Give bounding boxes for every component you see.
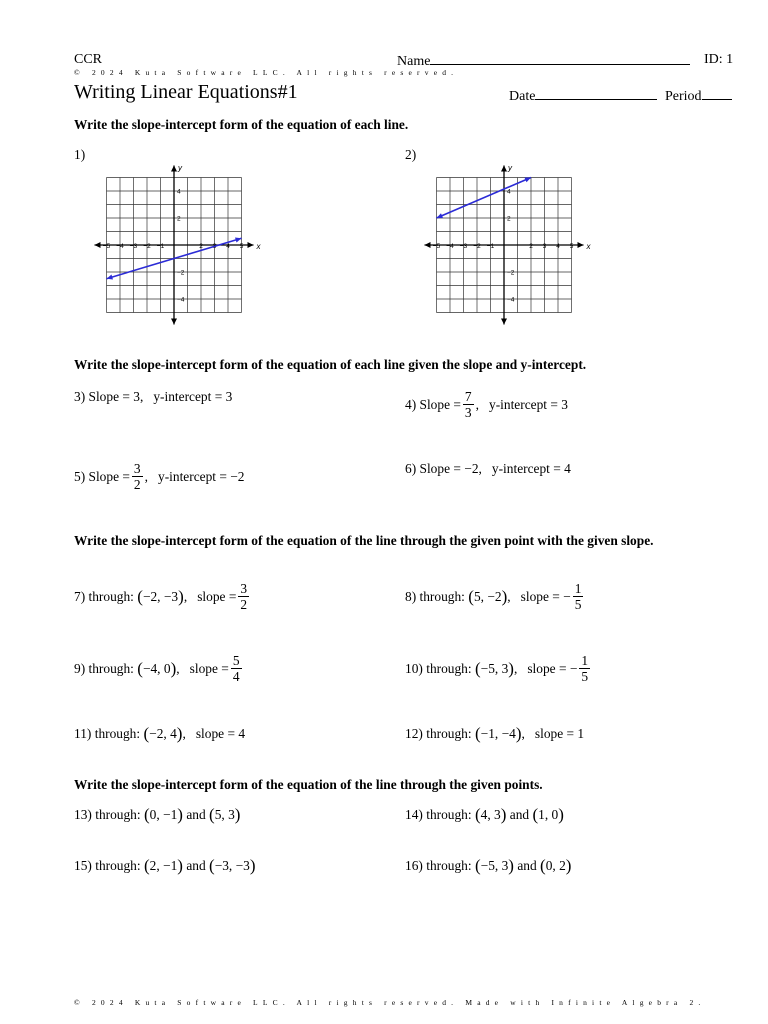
problem-14-and: and <box>509 807 530 822</box>
problem-10-point: −5, 3 <box>480 660 509 676</box>
problem-4 <box>405 389 568 421</box>
paren-close: ) <box>249 856 256 875</box>
problem-7-mid: , slope = <box>183 588 237 604</box>
x-tick-label: 2 <box>199 243 203 250</box>
paren-close: ) <box>177 805 183 824</box>
problem-11-number: 11) <box>74 726 92 741</box>
paren-open: ( <box>209 805 215 824</box>
section-instruction-two-points: Write the slope-intercept form of the equation of the line through the given points. <box>74 777 543 792</box>
problem-5-number: 5) <box>74 468 86 484</box>
fraction-denominator: 4 <box>232 669 240 685</box>
paren-close: ) <box>508 658 514 678</box>
section-instruction-graph: Write the slope-intercept form of the equation of each line. <box>74 117 409 132</box>
fraction-denominator: 3 <box>464 405 472 421</box>
problem-16-point-b: 0, 2 <box>545 858 566 873</box>
footer-copyright: © 2024 Kuta Software LLC. All rights reserved. Made with Infinite Algebra 2. <box>74 998 706 1007</box>
problem-number-1: 1) <box>74 147 86 162</box>
problem-16-number: 16) <box>405 858 423 873</box>
problem-5-fraction <box>132 461 143 493</box>
problem-16 <box>405 856 571 876</box>
x-axis-arrow-left <box>95 242 101 248</box>
y-axis-arrow-down <box>501 319 507 325</box>
problem-8-mid: , slope = − <box>507 588 571 604</box>
y-tick-label: 4 <box>177 188 181 196</box>
problem-16-pre: through: <box>426 858 472 873</box>
name-label: Name <box>397 54 431 69</box>
x-tick-label: −3 <box>459 243 468 250</box>
y-tick-label: 2 <box>177 215 181 223</box>
problem-15-number: 15) <box>74 858 92 873</box>
problem-9-pre: through: <box>88 660 134 676</box>
paren-open: ( <box>474 856 481 875</box>
fraction-numerator: 5 <box>232 653 240 668</box>
problem-number-2: 2) <box>405 147 417 162</box>
fraction-numerator: 1 <box>574 581 582 596</box>
fraction-numerator: 1 <box>581 653 589 668</box>
paren-close: ) <box>558 805 564 824</box>
section-instruction-point-slope: Write the slope-intercept form of the equation of the line through the given point with the given slope. <box>74 533 654 548</box>
problem-13-point-a: 0, −1 <box>149 807 178 822</box>
graph-problem-1 <box>90 155 260 329</box>
problem-11-point: −2, 4 <box>149 726 177 741</box>
paren-open: ( <box>209 856 215 875</box>
fraction-numerator: 3 <box>240 581 248 596</box>
name-blank[interactable] <box>430 52 690 65</box>
paren-close: ) <box>176 724 183 743</box>
paren-close: ) <box>501 586 508 606</box>
course-label: CCR <box>74 52 103 67</box>
x-axis-arrow-left <box>425 242 431 248</box>
problem-10-pre: through: <box>426 660 472 676</box>
x-axis-arrow-right <box>248 242 254 248</box>
problem-13 <box>74 805 240 825</box>
problem-14-number: 14) <box>405 807 423 822</box>
problem-14 <box>405 805 564 825</box>
period-field[interactable] <box>665 87 732 105</box>
x-axis-label: x <box>256 242 261 251</box>
problem-9-fraction <box>231 653 242 685</box>
y-tick-label: 2 <box>507 215 511 223</box>
section-instruction-slope-intercept: Write the slope-intercept form of the equation of each line given the slope and y-intercept. <box>74 357 587 372</box>
worksheet-title: Writing Linear Equations#1 <box>74 81 298 103</box>
paren-open: ( <box>143 856 150 875</box>
paren-open: ( <box>143 805 150 824</box>
x-tick-label: −3 <box>129 243 138 250</box>
problem-4-fraction <box>463 389 474 421</box>
paren-open: ( <box>540 856 546 875</box>
x-tick-label: −5 <box>102 243 111 250</box>
problem-7 <box>74 581 251 613</box>
x-tick-label: 3 <box>542 243 547 250</box>
paren-open: ( <box>474 724 481 743</box>
problem-13-point-b: 5, 3 <box>214 807 235 822</box>
problem-10 <box>405 653 592 685</box>
y-tick-label: 4 <box>507 188 511 196</box>
fraction-denominator: 2 <box>240 597 248 613</box>
y-tick-label: −4 <box>177 296 185 304</box>
problem-8-point: 5, −2 <box>473 588 502 604</box>
x-tick-label: 5 <box>569 243 574 250</box>
problem-11-post: , slope = 4 <box>182 726 246 741</box>
problem-4-pre: Slope = <box>419 396 461 412</box>
x-tick-label: −2 <box>473 243 481 250</box>
problem-15-point-a: 2, −1 <box>149 858 178 873</box>
problem-7-pre: through: <box>88 588 134 604</box>
problem-13-pre: through: <box>95 807 141 822</box>
problem-7-point: −2, −3 <box>142 588 179 604</box>
problem-5-post: , y-intercept = −2 <box>144 468 245 484</box>
fraction-numerator: 7 <box>464 389 472 404</box>
problem-5 <box>74 461 245 493</box>
paren-open: ( <box>137 658 143 678</box>
problem-9-point: −4, 0 <box>142 660 171 676</box>
problem-12-post: , slope = 1 <box>521 726 585 741</box>
paren-close: ) <box>234 805 241 824</box>
paren-close: ) <box>515 724 522 743</box>
graph-line-arrow-start <box>107 275 113 280</box>
problem-9-number: 9) <box>74 660 86 676</box>
paren-open: ( <box>137 586 143 606</box>
y-axis-arrow-down <box>171 319 177 325</box>
fraction-numerator: 3 <box>133 461 141 476</box>
x-tick-label: −4 <box>446 243 454 250</box>
y-axis-arrow-up <box>171 166 177 172</box>
problem-8-fraction <box>573 581 584 613</box>
problem-7-fraction <box>238 581 249 613</box>
x-tick-label: 5 <box>239 243 244 250</box>
period-label: Period <box>665 89 702 104</box>
paren-close: ) <box>565 856 572 875</box>
problem-12-pre: through: <box>426 726 472 741</box>
problem-12-number: 12) <box>405 726 423 741</box>
problem-14-point-b: 1, 0 <box>538 807 559 822</box>
problem-15-point-b: −3, −3 <box>214 858 250 873</box>
date-label: Date <box>509 89 536 104</box>
paren-close: ) <box>178 586 184 606</box>
problem-10-mid: , slope = − <box>513 660 578 676</box>
fraction-denominator: 5 <box>581 669 589 685</box>
problem-8-number: 8) <box>405 588 417 604</box>
x-axis-arrow-right <box>578 242 584 248</box>
problem-12-point: −1, −4 <box>480 726 516 741</box>
problem-4-number: 4) <box>405 396 417 412</box>
paren-open: ( <box>474 805 481 824</box>
x-tick-label: 4 <box>226 243 230 250</box>
paren-open: ( <box>474 658 481 678</box>
paren-close: ) <box>170 658 177 678</box>
y-axis-label: y <box>178 163 182 173</box>
problem-4-post: , y-intercept = 3 <box>475 396 568 412</box>
paren-open: ( <box>532 805 539 824</box>
problem-8-pre: through: <box>419 588 465 604</box>
y-axis-arrow-up <box>501 166 507 172</box>
problem-3 <box>74 389 232 405</box>
graph-problem-2 <box>420 155 590 329</box>
paren-close: ) <box>500 805 507 824</box>
problem-7-number: 7) <box>74 588 86 604</box>
problem-11 <box>74 724 245 744</box>
fraction-denominator: 5 <box>574 597 582 613</box>
y-tick-label: −2 <box>177 269 185 277</box>
problem-13-number: 13) <box>74 807 92 822</box>
y-tick-label: −4 <box>507 296 515 304</box>
x-tick-label: −4 <box>116 243 124 250</box>
problem-14-point-a: 4, 3 <box>480 807 501 822</box>
problem-3-number: 3) <box>74 389 86 404</box>
period-blank[interactable] <box>702 87 732 100</box>
x-tick-label: 4 <box>556 243 560 250</box>
id-label: ID: 1 <box>704 52 734 67</box>
problem-6-text: Slope = −2, y-intercept = 4 <box>419 461 571 476</box>
y-axis-label: y <box>508 163 512 173</box>
problem-14-pre: through: <box>426 807 472 822</box>
fraction-denominator: 2 <box>133 477 141 493</box>
x-tick-label: 2 <box>529 243 533 250</box>
problem-15-pre: through: <box>95 858 141 873</box>
paren-close: ) <box>177 856 183 875</box>
problem-10-number: 10) <box>405 660 423 676</box>
graph-line <box>437 178 532 219</box>
problem-16-point-a: −5, 3 <box>480 858 509 873</box>
problem-5-pre: Slope = <box>88 468 130 484</box>
problem-10-fraction <box>579 653 590 685</box>
problem-15-and: and <box>186 858 206 873</box>
problem-9 <box>74 653 244 685</box>
problem-9-mid: , slope = <box>176 660 229 676</box>
copyright-header: © 2024 Kuta Software LLC. All rights reserved. <box>74 68 459 77</box>
problem-8 <box>405 581 585 613</box>
paren-close: ) <box>508 856 514 875</box>
problem-6-number: 6) <box>405 461 417 476</box>
graph-line-arrow-end <box>235 237 241 242</box>
x-tick-label: −5 <box>432 243 441 250</box>
x-tick-label: −2 <box>143 243 151 250</box>
problem-16-and: and <box>517 858 537 873</box>
problem-11-pre: through: <box>94 726 141 741</box>
problem-6 <box>405 461 571 477</box>
paren-open: ( <box>143 724 150 743</box>
problem-12 <box>405 724 584 744</box>
y-tick-label: −2 <box>507 269 515 277</box>
date-field[interactable] <box>509 87 657 105</box>
x-axis-label: x <box>586 242 591 251</box>
problem-3-text: Slope = 3, y-intercept = 3 <box>88 389 233 404</box>
problem-13-and: and <box>186 807 206 822</box>
date-blank[interactable] <box>535 87 657 100</box>
problem-15 <box>74 856 256 876</box>
paren-open: ( <box>468 586 474 606</box>
x-tick-label: −1 <box>486 243 495 250</box>
x-tick-label: −1 <box>156 243 165 250</box>
